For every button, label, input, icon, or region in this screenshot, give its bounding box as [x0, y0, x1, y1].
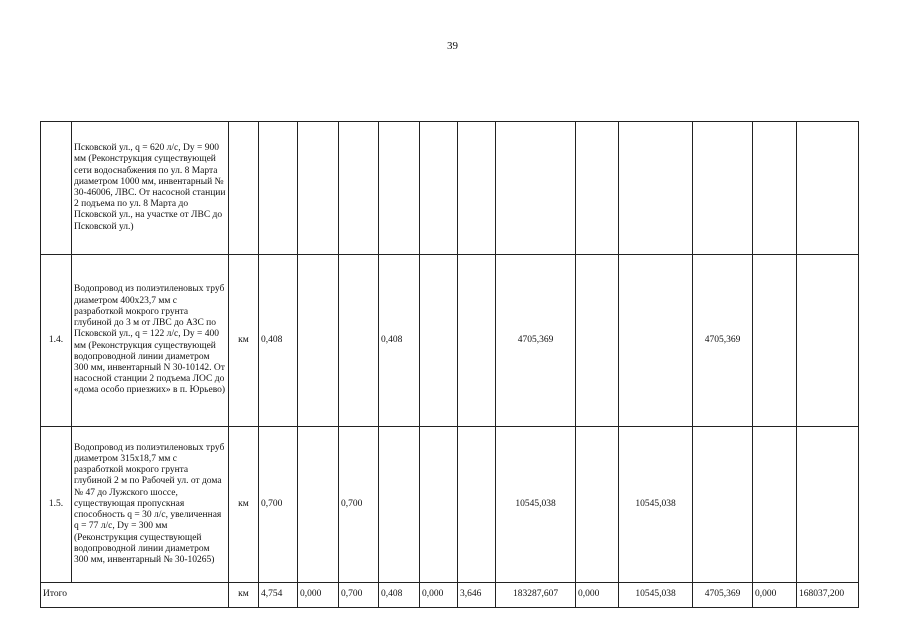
row-number: 1.4.: [41, 255, 72, 427]
row-unit: км: [229, 255, 259, 427]
value-cell: [379, 427, 420, 583]
value-cell: [458, 255, 496, 427]
table-row: [41, 255, 859, 427]
total-unit: км: [229, 583, 259, 608]
value-cell: [693, 122, 753, 255]
value-cell: [420, 122, 458, 255]
total-value: 168037,200: [797, 583, 859, 608]
value-cell: [753, 122, 797, 255]
value-cell: 0,408: [259, 255, 298, 427]
value-cell: [576, 255, 619, 427]
value-cell: [458, 427, 496, 583]
value-cell: [576, 427, 619, 583]
total-value: 3,646: [458, 583, 496, 608]
total-value: 0,000: [753, 583, 797, 608]
value-cell: [379, 122, 420, 255]
value-cell: [797, 427, 859, 583]
row-number: 1.5.: [41, 427, 72, 583]
page-number: 39: [447, 40, 458, 52]
total-value: 4705,369: [693, 583, 753, 608]
value-cell: [693, 427, 753, 583]
value-cell: [298, 427, 339, 583]
row-description: Псковской ул., q = 620 л/с, Dy = 900 мм (Реконструкция существующей сети водоснабжения по ул. 8 Марта диаметром 1000 мм, инвентарный № 30-46006, ЛВС. От насосной станции 2 подъема по ул. 8 Марта до Псковской ул., на участке от ЛВС до Псковской ул.): [72, 122, 229, 255]
total-value: 0,000: [576, 583, 619, 608]
value-cell: [458, 122, 496, 255]
data-table: [40, 121, 859, 608]
value-cell: [797, 122, 859, 255]
row-number: [41, 122, 72, 255]
table-row: [41, 427, 859, 583]
value-cell: [259, 122, 298, 255]
value-cell: [753, 255, 797, 427]
value-cell: 0,700: [339, 427, 379, 583]
value-cell: [496, 122, 576, 255]
value-cell: [619, 255, 693, 427]
total-value: 183287,607: [496, 583, 576, 608]
row-description: Водопровод из полиэтиленовых труб диаметром 315х18,7 мм с разработкой мокрого грунта глубиной 2 м по Рабочей ул. от дома № 47 до Лужского шоссе, существующая пропускная способность q = 30 л/с, увеличенная q = 77 л/с, Dy = 300 мм (Реконструкция существующей водопроводной линии диаметром 300 мм, инвентарный № 30-10265): [72, 427, 229, 583]
row-unit: [229, 122, 259, 255]
value-cell: 10545,038: [619, 427, 693, 583]
value-cell: [420, 255, 458, 427]
value-cell: [339, 255, 379, 427]
value-cell: [576, 122, 619, 255]
value-cell: 4705,369: [693, 255, 753, 427]
total-row: [41, 583, 859, 608]
total-value: 0,700: [339, 583, 379, 608]
value-cell: [298, 255, 339, 427]
row-unit: км: [229, 427, 259, 583]
value-cell: 4705,369: [496, 255, 576, 427]
total-value: 0,408: [379, 583, 420, 608]
value-cell: [420, 427, 458, 583]
value-cell: [298, 122, 339, 255]
total-value: 4,754: [259, 583, 298, 608]
total-label: Итого: [41, 583, 229, 608]
total-value: 10545,038: [619, 583, 693, 608]
value-cell: 0,700: [259, 427, 298, 583]
row-description: Водопровод из полиэтиленовых труб диаметром 400х23,7 мм с разработкой мокрого грунта глубиной до 3 м от ЛВС до АЗС по Псковской ул., q = 122 л/с, Dy = 400 мм (Реконструкция существующей водопроводной линии диаметром 300 мм, инвентарный N 30-10142. От насосной станции 2 подъема ЛОС до «дома особо приезжих» в п. Юрьево): [72, 255, 229, 427]
value-cell: [797, 255, 859, 427]
value-cell: 0,408: [379, 255, 420, 427]
total-value: 0,000: [298, 583, 339, 608]
total-value: 0,000: [420, 583, 458, 608]
value-cell: [753, 427, 797, 583]
value-cell: 10545,038: [496, 427, 576, 583]
value-cell: [339, 122, 379, 255]
table-row: [41, 122, 859, 255]
value-cell: [619, 122, 693, 255]
